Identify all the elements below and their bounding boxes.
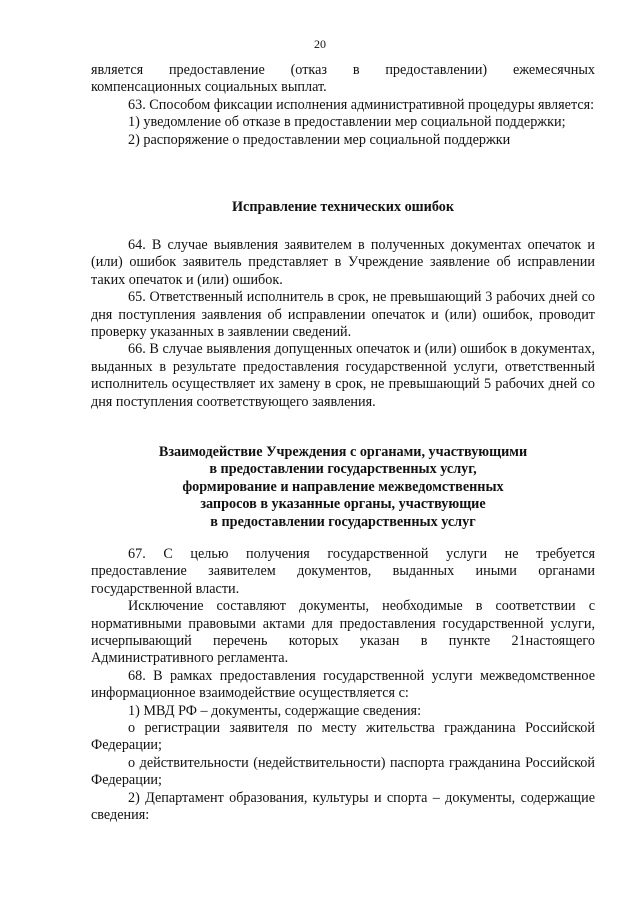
paragraph-exception: Исключение составляют документы, необходимые в соответствии с нормативными правовыми актами для предоставления государственной услуги, исчерпывающий перечень которых указан в пункте 21настоящего Административного регламента.	[91, 598, 595, 667]
paragraph-63: 63. Способом фиксации исполнения административной процедуры является:	[128, 96, 595, 113]
heading-line-5: в предоставлении государственных услуг	[210, 513, 476, 530]
paragraph-68: 68. В рамках предоставления государственной услуги межведомственное информационное взаимодействие осуществляется с:	[91, 667, 595, 702]
page-number: 20	[314, 37, 326, 51]
paragraph-68-item-1: 1) МВД РФ – документы, содержащие сведения:	[128, 702, 422, 719]
paragraph-68-item-1a: о регистрации заявителя по месту жительства гражданина Российской Федерации;	[91, 720, 595, 754]
heading-line-3: формирование и направление межведомственных	[182, 478, 504, 495]
heading-technical-errors: Исправление технических ошибок	[231, 199, 455, 215]
section-technical-errors-body	[91, 237, 595, 411]
paragraph-68-item-2: 2) Департамент образования, культуры и спорта – документы, содержащие сведения:	[91, 789, 595, 824]
paragraph-66: 66. В случае выявления допущенных опечаток и (или) ошибок в документах, выданных в результате предоставления государственной услуги, ответственный исполнитель осуществляет их замену в срок, не превышающий 5 рабочих дней со дня поступления соответствующего заявления.	[91, 341, 595, 410]
section-technical-errors	[91, 199, 595, 216]
section-interaction-heading	[91, 444, 595, 531]
heading-line-4: запросов в указанные органы, участвующие	[200, 496, 486, 513]
paragraph-65: 65. Ответственный исполнитель в срок, не превышающий 3 рабочих дней со дня поступления заявления об исправлении опечаток и (или) ошибок, проводит проверку указанных в заявлении сведений.	[91, 289, 595, 341]
section-fixation	[91, 62, 595, 149]
heading-line-2: в предоставлении государственных услуг,	[209, 461, 477, 478]
heading-line-1: Взаимодействие Учреждения с органами, участвующими	[158, 444, 528, 460]
section-interaction-body	[91, 546, 595, 825]
paragraph-63-item-2: 2) распоряжение о предоставлении мер социальной поддержки	[128, 131, 511, 148]
paragraph-intro-continuation: является предоставление (отказ в предоставлении) ежемесячных компенсационных социальных выплат.	[91, 62, 595, 96]
paragraph-68-item-1b: о действительности (недействительности) паспорта гражданина Российской Федерации;	[91, 754, 595, 789]
paragraph-63-item-1: 1) уведомление об отказе в предоставлении мер социальной поддержки;	[128, 114, 566, 131]
paragraph-67: 67. С целью получения государственной услуги не требуется предоставление заявителем документов, выданных иными органами государственной власти.	[91, 546, 595, 597]
paragraph-64: 64. В случае выявления заявителем в полученных документах опечаток и (или) ошибок заявитель представляет в Учреждение заявление об исправлении таких опечаток и (или) ошибок.	[91, 237, 595, 288]
